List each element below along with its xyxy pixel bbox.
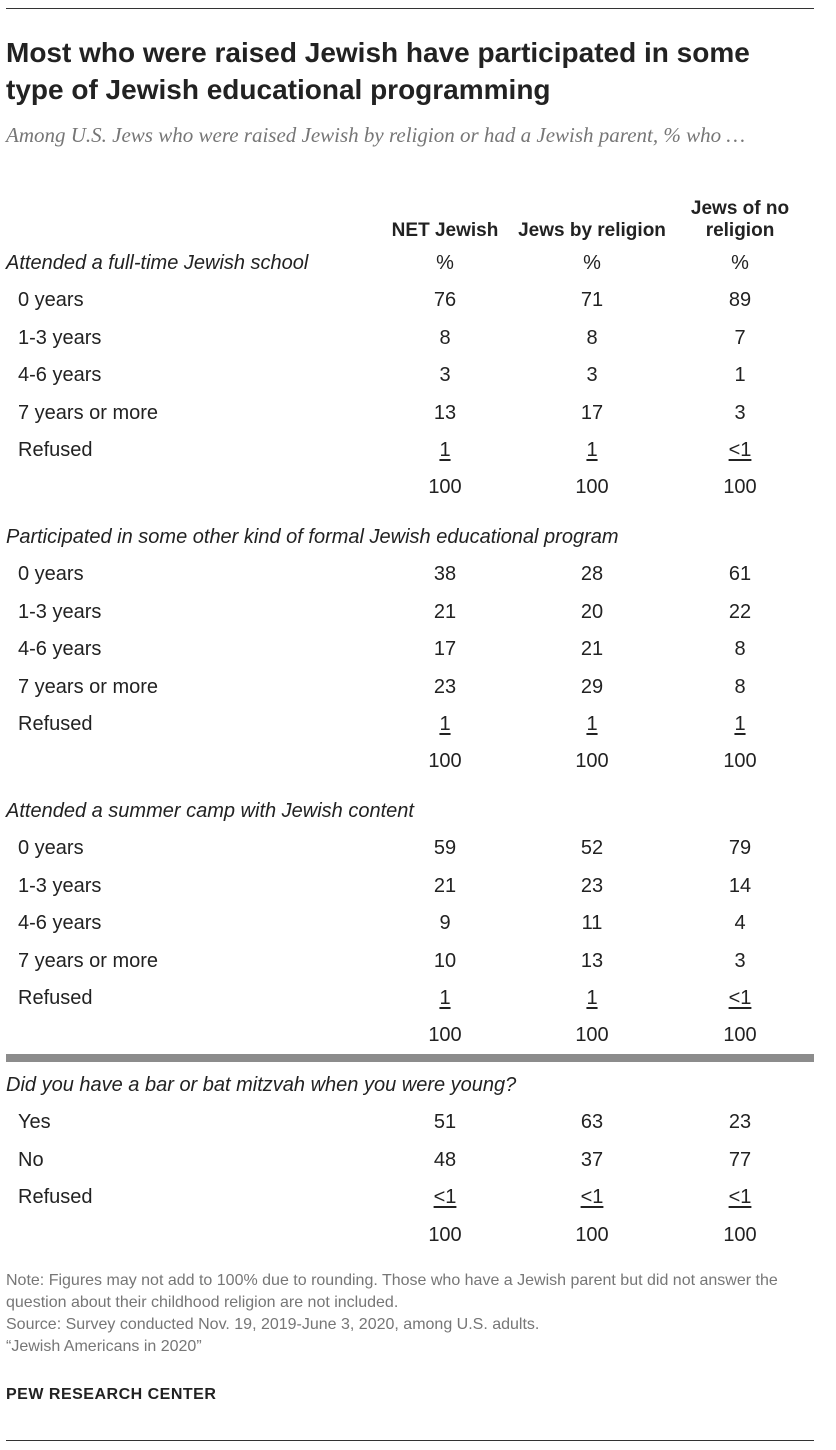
table-row	[0, 282, 836, 318]
cell-value: 38	[433, 563, 457, 586]
cell-value: 7	[734, 326, 746, 349]
cell-value: 11	[581, 912, 603, 935]
row-label: 4-6 years	[18, 638, 102, 661]
table-row	[0, 905, 836, 941]
row-label: 4-6 years	[18, 912, 102, 935]
table-row	[0, 320, 836, 356]
cell-value: 28	[580, 563, 604, 586]
cell-value: 9	[439, 912, 451, 935]
cell-value: <1	[728, 1186, 752, 1209]
cell-value: 51	[433, 1111, 457, 1134]
total-value: 100	[428, 476, 462, 499]
cell-value: 13	[433, 401, 457, 424]
table-row	[0, 830, 836, 866]
cell-value: 29	[580, 675, 604, 698]
section-divider	[6, 1054, 814, 1062]
cell-value: 17	[433, 638, 457, 661]
column-header-jews-by-religion: Jews by religion	[518, 220, 666, 241]
cell-value: 1	[439, 439, 451, 461]
table-row	[0, 395, 836, 431]
row-label: Refused	[18, 1186, 93, 1209]
cell-value: 61	[728, 563, 752, 586]
cell-value: 4	[734, 912, 746, 935]
percent-marker: %	[731, 252, 749, 274]
row-label: Refused	[18, 439, 93, 461]
cell-value: 77	[728, 1148, 752, 1171]
column-header-net-jewish: NET Jewish	[391, 220, 499, 241]
row-label: Refused	[18, 987, 93, 1009]
chart-title: Most who were raised Jewish have participated in some type of Jewish educational programming	[6, 37, 750, 105]
section-title: Did you have a bar or bat mitzvah when you were young?	[6, 1074, 517, 1096]
row-label: Refused	[18, 713, 93, 735]
cell-value: 76	[433, 289, 457, 312]
section-title: Attended a full-time Jewish school	[6, 252, 309, 274]
row-label: 1-3 years	[18, 874, 102, 897]
cell-value: <1	[728, 987, 752, 1009]
row-label: 7 years or more	[18, 675, 159, 698]
cell-value: <1	[433, 1186, 457, 1209]
row-label: No	[18, 1148, 44, 1171]
cell-value: <1	[580, 1186, 604, 1209]
chart-subtitle: Among U.S. Jews who were raised Jewish by religion or had a Jewish parent, % who …	[6, 123, 746, 147]
total-row	[0, 743, 836, 779]
cell-value: <1	[728, 439, 752, 461]
row-label: 7 years or more	[18, 949, 159, 972]
cell-value: 48	[433, 1148, 457, 1171]
table-row	[0, 432, 836, 468]
cell-value: 22	[728, 600, 752, 623]
total-row	[0, 1217, 836, 1253]
column-header-jews-of-no-religion: Jews of no religion	[690, 198, 790, 241]
cell-value: 8	[439, 326, 451, 349]
top-rule	[6, 8, 814, 9]
table-row	[0, 868, 836, 904]
table-row	[0, 1179, 836, 1215]
row-label: Yes	[18, 1111, 51, 1134]
cell-value: 59	[433, 837, 457, 860]
table-row	[0, 706, 836, 742]
row-label: 1-3 years	[18, 600, 102, 623]
pew-logo: PEW RESEARCH CENTER	[6, 1386, 217, 1403]
total-value: 100	[723, 1024, 757, 1047]
total-value: 100	[428, 750, 462, 773]
row-label: 0 years	[18, 837, 84, 860]
row-label: 7 years or more	[18, 401, 159, 424]
cell-value: 8	[586, 326, 598, 349]
total-value: 100	[723, 1223, 757, 1246]
cell-value: 3	[586, 364, 598, 387]
percent-marker: %	[436, 252, 454, 274]
cell-value: 8	[734, 638, 746, 661]
cell-value: 23	[433, 675, 457, 698]
cell-value: 63	[580, 1111, 604, 1134]
cell-value: 89	[728, 289, 752, 312]
total-value: 100	[575, 750, 609, 773]
row-label: 0 years	[18, 563, 84, 586]
report-title: “Jewish Americans in 2020”	[6, 1338, 202, 1355]
total-value: 100	[723, 750, 757, 773]
cell-value: 71	[580, 289, 604, 312]
source-text: Source: Survey conducted Nov. 19, 2019-June 3, 2020, among U.S. adults.	[6, 1316, 540, 1333]
percent-marker: %	[583, 252, 601, 274]
total-row	[0, 469, 836, 505]
table-row	[0, 631, 836, 667]
cell-value: 21	[433, 874, 457, 897]
cell-value: 20	[580, 600, 604, 623]
table-row	[0, 594, 836, 630]
cell-value: 3	[734, 401, 746, 424]
cell-value: 79	[728, 837, 752, 860]
total-row	[0, 1017, 836, 1053]
table-row	[0, 669, 836, 705]
total-value: 100	[723, 476, 757, 499]
cell-value: 1	[439, 987, 451, 1009]
cell-value: 8	[734, 675, 746, 698]
note-text: Note: Figures may not add to 100% due to rounding. Those who have a Jewish parent but did not answer the question about their childhood religion are not included.	[6, 1272, 778, 1311]
cell-value: 1	[586, 439, 598, 461]
cell-value: 21	[580, 638, 604, 661]
cell-value: 23	[728, 1111, 752, 1134]
cell-value: 37	[580, 1148, 604, 1171]
row-label: 4-6 years	[18, 364, 102, 387]
table-row	[0, 1104, 836, 1140]
table-row	[0, 556, 836, 592]
cell-value: 1	[586, 987, 598, 1009]
cell-value: 52	[580, 837, 604, 860]
total-value: 100	[575, 1223, 609, 1246]
cell-value: 17	[580, 401, 604, 424]
cell-value: 13	[580, 949, 604, 972]
cell-value: 10	[433, 949, 457, 972]
table-row	[0, 980, 836, 1016]
cell-value: 21	[433, 600, 457, 623]
footnotes	[6, 1270, 814, 1358]
cell-value: 1	[439, 713, 451, 735]
total-value: 100	[575, 476, 609, 499]
cell-value: 1	[734, 713, 746, 735]
row-label: 0 years	[18, 289, 84, 312]
table-row	[0, 943, 836, 979]
table-row	[0, 357, 836, 393]
cell-value: 3	[734, 949, 746, 972]
total-value: 100	[428, 1223, 462, 1246]
bottom-rule	[6, 1440, 814, 1441]
cell-value: 14	[728, 874, 752, 897]
section-title: Attended a summer camp with Jewish content	[6, 800, 414, 822]
total-value: 100	[575, 1024, 609, 1047]
cell-value: 3	[439, 364, 451, 387]
total-value: 100	[428, 1024, 462, 1047]
row-label: 1-3 years	[18, 326, 102, 349]
cell-value: 23	[580, 874, 604, 897]
cell-value: 1	[586, 713, 598, 735]
table-row	[0, 1142, 836, 1178]
section-title: Participated in some other kind of formal Jewish educational program	[6, 526, 619, 548]
cell-value: 1	[734, 364, 746, 387]
